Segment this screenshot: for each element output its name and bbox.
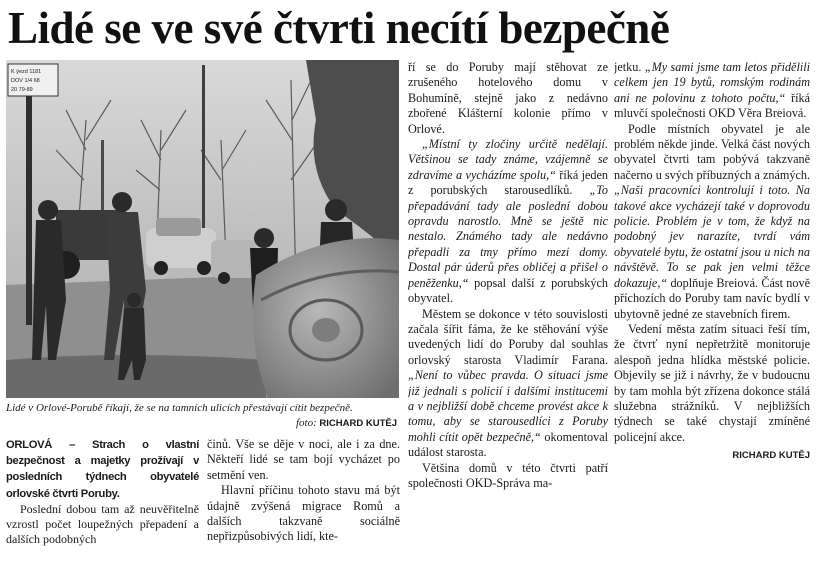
body-paragraph: ří se do Poruby mají stěhovat ze zrušeného hotelového domu v Bohumíně, stejně jako z nedávno zbořené Klášterní kolonie přímo v Orlové. (408, 60, 608, 136)
body-paragraph: Hlavní příčinu tohoto stavu má být údajně zvýšená migrace Romů a dalších takzvaně sociálně nepřizpůsobivých lidí, kte- (207, 483, 400, 544)
lead-column (6, 437, 199, 567)
news-photo (6, 60, 399, 398)
quote-paragraph (408, 307, 608, 461)
article-column-4 (614, 60, 810, 567)
body-text: říká mluvčí společnosti OKD Věra Breiová. (614, 90, 810, 121)
author-signature: RICHARD KUTĚJ (732, 450, 810, 462)
lead-paragraph: ORLOVÁ – Strach o vlastní bezpečnost a majetky prožívají v posledních týdnech obyvatelé orlovské čtvrti Poruby. (6, 439, 199, 500)
quote-paragraph (614, 122, 810, 322)
body-paragraph: Většina domů v této čtvrti patří společnosti OKD-Správa ma- (408, 460, 608, 490)
body-text: doplňuje Breiová. Část nově příchozích do Poruby tam navíc bydlí v ubytovně jedné ze stavebních firem. (614, 275, 810, 321)
quote-text: „My sami jsme tam letos přidělili celkem jen 19 bytů, romským rodinám ani ne polovinu z tohoto počtu,“ (614, 60, 810, 105)
body-text: popsal další z porubských obyvatel. (408, 275, 608, 306)
body-paragraph: Poslední dobou tam až neuvěřitelně vzrostl počet loupežných přepadení a dalších podobných (6, 501, 199, 547)
quote-paragraph (614, 60, 810, 122)
body-text: Městem se dokonce v této souvislosti začala šířit fáma, že ke stěhování výše uvedených lidí do Poruby dal souhlas orlovský starosta Vladimír Farana. (408, 306, 608, 367)
quote-text: „To přepadávání tady ale poslední dobou opravdu narostlo. Mně se ještě nic nestalo. Známého tady ale nedávno přepadli za tmy přímo mezi domy. Dostal pár úderů přes obličej a přišel o peněženku,“ (408, 183, 608, 290)
article-column-2 (207, 437, 400, 567)
street-sign-line-3: 20 79-89 (11, 87, 33, 93)
body-text: jetku. (614, 60, 645, 74)
photo-caption (6, 400, 399, 434)
quote-text: „Naši pracovníci kontrolují i toto. Na takové akce vycházejí také v doprovodu policie. Problém je v tom, že když na podobný jev narazíte, tvrdí vám obyvatelé bytu, že ostatní jsou u nich na návštěvě. To se pak jen velmi těžce dokazuje,“ (614, 183, 810, 290)
article-column-3 (408, 60, 608, 567)
quote-text: „Místní ty zločiny určitě nedělají. Většinou se tady známe, vzájemně se zdravíme a vycházíme spolu,“ (408, 137, 608, 182)
caption-text: Lidé v Orlové-Porubě říkají, že se na tamních ulicích přestávají cítit bezpečně. (6, 402, 353, 414)
body-text: okomentoval událost starosta. (408, 429, 608, 460)
quote-text: „Není to vůbec pravda. O situaci jsme již jednali s policií i dalšími institucemi a v nejbližší době chceme provést akce k tomu, aby se starousedlíci z Poruby mohli cítit opět bezpečně,“ (408, 368, 608, 444)
credit-name: RICHARD KUTĚJ (319, 418, 397, 429)
body-paragraph: činů. Vše se děje v noci, ale i za dne. Někteří lidé se tam bojí vycházet po setmění ven. (207, 437, 400, 482)
body-text: Podle místních obyvatel je ale problém někde jinde. Velká část nových obyvatel čtvrti tam pobývá takzvaně načerno u svých příbuzných a známých. (614, 121, 810, 182)
photo-credit (296, 415, 397, 432)
body-text: říká jeden z porubských starousedlíků. (408, 167, 608, 198)
quote-paragraph (408, 137, 608, 306)
headline: Lidé se ve své čtvrti necítí bezpečně (8, 3, 670, 53)
street-sign-line-1: K ýezd 1181 (11, 69, 42, 75)
body-paragraph: Vedení města zatím situaci řeší tím, že čtvrť nyní nepřetržitě monitoruje alespoň jedna hlídka městské policie. Objevily se již i návrhy, že v budoucnu by tam mohla být zřízena dokonce stálá služebna strážníků. V nejbližších týdnech se také chystají zmíněné policejní akce. (614, 321, 810, 444)
street-sign-line-2: DOV 1/4 68 (11, 78, 40, 84)
credit-label: foto: (295, 417, 317, 429)
